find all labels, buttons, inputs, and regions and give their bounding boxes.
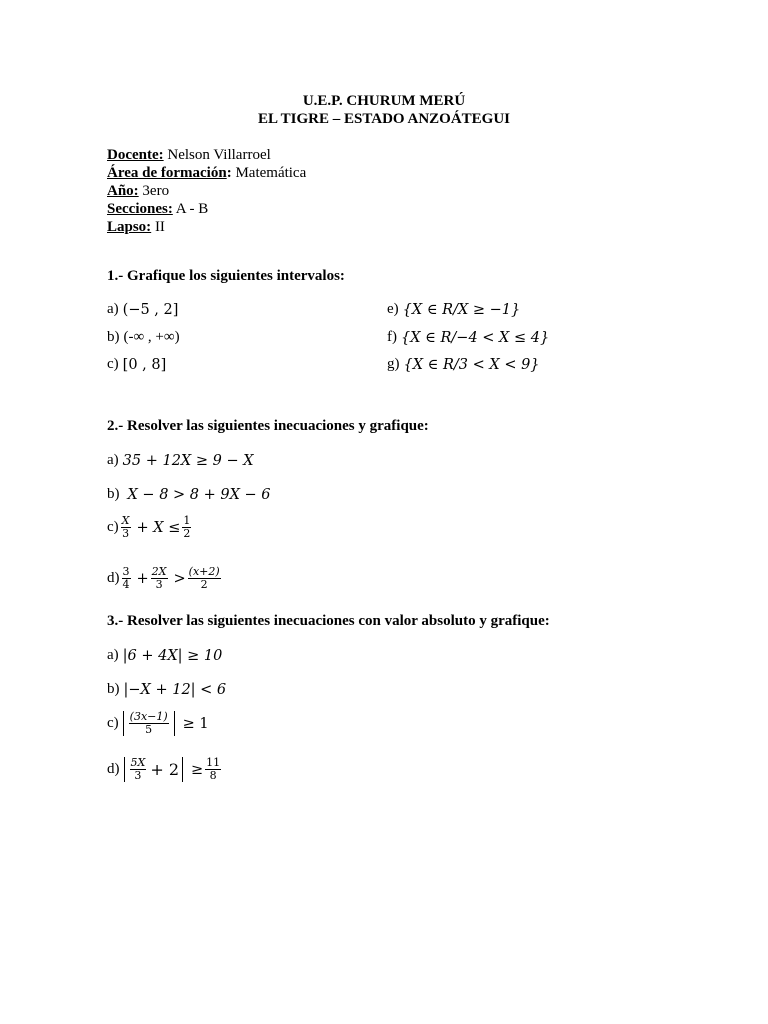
q1-g-label: g) [387, 356, 400, 372]
q1-c-label: c) [107, 356, 119, 372]
q1-item-f [387, 329, 549, 346]
q3-a-label: a) [107, 647, 119, 663]
docente-label: Docente: [107, 147, 164, 163]
q3-b-label: b) [107, 681, 120, 697]
q2-d-den3: 2 [200, 578, 208, 591]
question-3-title: 3.- Resolver las siguientes inecuaciones con valor absoluto y grafique: [107, 613, 550, 629]
area-value: Matemática [231, 165, 307, 181]
q3-c-num: (3x−1) [129, 710, 168, 723]
q2-d-num2: 2X [151, 565, 167, 578]
q2-c-den1: 3 [122, 527, 130, 540]
q2-d-frac-1 [122, 566, 131, 591]
question-2-title: 2.- Resolver las siguientes inecuaciones y grafique: [107, 418, 429, 434]
q3-d-frac [130, 757, 147, 782]
q2-item-a [107, 452, 254, 469]
q2-d-plus: + [136, 570, 149, 587]
lapso-label: Lapso: [107, 219, 152, 235]
area-colon: : [226, 165, 232, 181]
q1-f-label: f) [387, 329, 397, 345]
q3-d-den2: 8 [209, 769, 217, 782]
q1-e-expr: {X ∈ R/X ≥ −1} [402, 301, 521, 318]
q2-d-frac-3 [188, 566, 221, 591]
q2-d-den1: 4 [122, 578, 130, 591]
q2-d-frac-2 [151, 566, 168, 591]
q2-a-label: a) [107, 452, 119, 468]
q1-c-expr: [0 , 8] [122, 356, 167, 373]
q2-c-den2: 2 [183, 527, 191, 540]
q2-c-frac-1 [121, 515, 131, 540]
q3-c-label: c) [107, 715, 119, 731]
q3-d-num: 5X [130, 756, 146, 769]
q2-item-b [107, 486, 271, 503]
q2-c-num1: X [121, 514, 130, 527]
q2-d-num3: (x+2) [188, 565, 220, 578]
lapso-value: II [151, 219, 165, 235]
q3-item-d [107, 757, 223, 782]
q2-d-den2: 3 [155, 578, 163, 591]
q3-d-den: 3 [134, 769, 142, 782]
q3-d-ge: ≥ [191, 761, 204, 778]
anio-line [107, 182, 169, 200]
q1-item-g [387, 356, 540, 373]
anio-value: 3ero [138, 183, 170, 199]
q3-item-a [107, 647, 222, 664]
q3-d-num2: 11 [206, 756, 221, 769]
anio-label: Año: [107, 183, 139, 199]
q3-c-frac [129, 711, 169, 736]
q1-f-expr: {X ∈ R/−4 < X ≤ 4} [401, 329, 550, 346]
school-location: EL TIGRE – ESTADO ANZOÁTEGUI [257, 111, 511, 127]
q1-item-a [107, 301, 178, 318]
secciones-line [107, 200, 208, 218]
q2-d-num1: 3 [122, 565, 130, 578]
q3-d-label: d) [107, 761, 120, 777]
q2-c-num2: 1 [183, 514, 191, 527]
q2-a-expr: 35 + 12X ≥ 9 − X [122, 452, 254, 469]
q2-item-c [107, 515, 193, 540]
docente-line [107, 146, 271, 164]
q3-b-expr: |−X + 12| < 6 [123, 681, 227, 698]
q2-c-label: c) [107, 519, 119, 535]
q3-c-den: 5 [145, 723, 153, 736]
q3-a-expr: |6 + 4X| ≥ 10 [122, 647, 223, 664]
q3-item-c [107, 711, 209, 736]
q3-item-b [107, 681, 226, 698]
school-name: U.E.P. CHURUM MERÚ [302, 93, 466, 109]
secciones-value: A - B [172, 201, 209, 217]
q2-c-frac-2 [182, 515, 191, 540]
q1-b-expr: (-∞ , +∞) [123, 329, 180, 345]
q2-d-gt: > [173, 570, 186, 587]
secciones-label: Secciones: [107, 201, 173, 217]
docente-value: Nelson Villarroel [163, 147, 271, 163]
q1-a-expr: (−5 , 2] [122, 301, 179, 318]
q3-d-frac-2 [205, 757, 221, 782]
q1-a-label: a) [107, 301, 119, 317]
q1-g-expr: {X ∈ R/3 < X < 9} [403, 356, 540, 373]
q2-d-label: d) [107, 570, 120, 586]
question-1-title: 1.- Grafique los siguientes intervalos: [107, 268, 345, 284]
q1-item-c [107, 356, 166, 373]
q2-b-expr: X − 8 > 8 + 9X − 6 [127, 486, 271, 503]
q3-d-abs [124, 757, 184, 782]
area-label: Área de formación [107, 165, 227, 181]
q1-item-e [387, 301, 520, 318]
q2-c-mid: + X ≤ [136, 519, 181, 536]
q1-item-b [107, 329, 180, 346]
q1-b-label: b) [107, 329, 120, 345]
q3-d-plus: + 2 [150, 760, 180, 779]
q2-item-d [107, 566, 223, 591]
q1-e-label: e) [387, 301, 399, 317]
q2-b-label: b) [107, 486, 120, 502]
q3-c-rest: ≥ 1 [182, 715, 209, 732]
area-line [107, 164, 306, 182]
lapso-line [107, 218, 165, 236]
q3-c-abs [123, 711, 175, 736]
